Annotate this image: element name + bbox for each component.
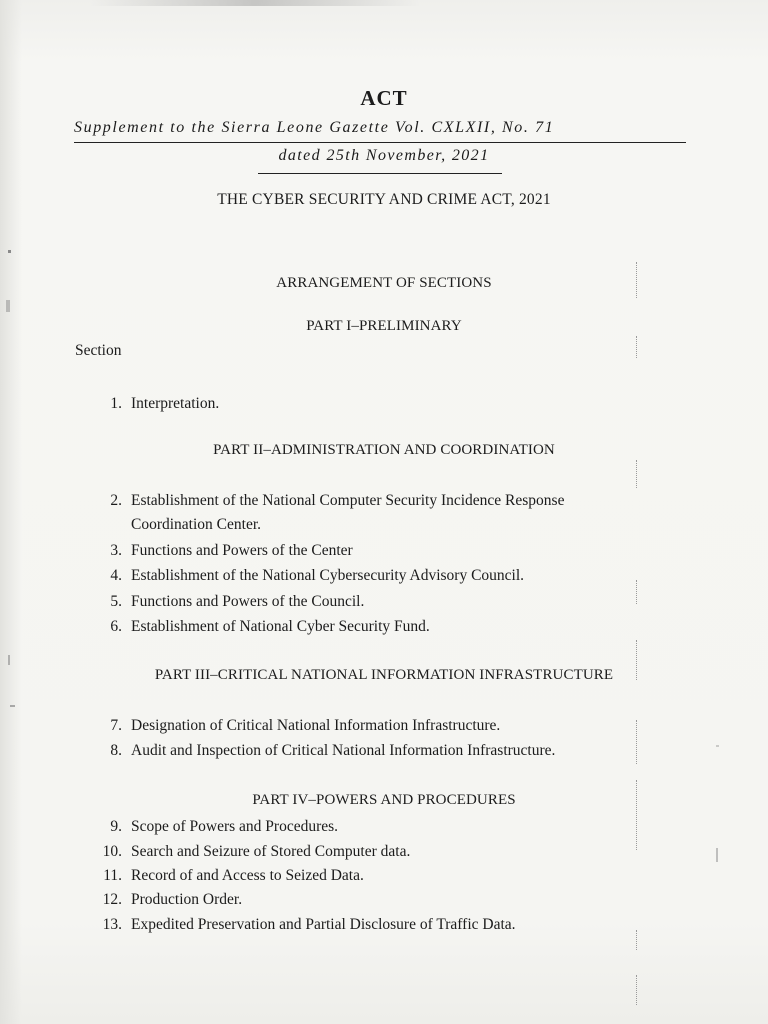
- section-title-continuation: Coordination Center.: [131, 516, 262, 533]
- section-title: Establishment of the National Cybersecurity Advisory Council.: [131, 567, 525, 584]
- part-heading: PART III–CRITICAL NATIONAL INFORMATION INFRASTRUCTURE: [154, 667, 614, 683]
- section-number: 5.: [110, 593, 122, 610]
- part-heading: PART IV–POWERS AND PROCEDURES: [252, 792, 516, 808]
- section-number: 13.: [102, 916, 122, 933]
- scan-smudge: [90, 0, 420, 6]
- section-number: 9.: [110, 818, 122, 835]
- section-title: Interpretation.: [131, 395, 220, 412]
- scan-speck: [8, 250, 11, 253]
- section-title: Establishment of the National Computer Security Incidence Response: [131, 492, 565, 509]
- section-title: Functions and Powers of the Council.: [131, 593, 365, 610]
- section-title: Search and Seizure of Stored Computer data.: [131, 843, 411, 860]
- section-number: 4.: [110, 567, 122, 584]
- scan-speck: [6, 300, 10, 312]
- scan-speck: [716, 745, 719, 747]
- section-title: Designation of Critical National Information Infrastructure.: [131, 717, 501, 734]
- section-number: 12.: [102, 891, 122, 908]
- section-number: 1.: [110, 395, 122, 412]
- header-rule: [74, 142, 686, 143]
- section-number: 11.: [103, 867, 122, 884]
- scan-artifact: [636, 780, 638, 850]
- section-number: 2.: [110, 492, 122, 509]
- section-number: 6.: [110, 618, 122, 635]
- scan-artifact: [636, 262, 638, 298]
- section-column-label: Section: [75, 342, 122, 359]
- section-number: 3.: [110, 542, 122, 559]
- scan-artifact: [636, 930, 638, 950]
- section-title: Production Order.: [131, 891, 243, 908]
- scan-artifact: [636, 720, 638, 764]
- scan-artifact: [636, 336, 638, 358]
- act-title: ACT: [360, 86, 408, 110]
- section-title: Record of and Access to Seized Data.: [131, 867, 364, 884]
- section-number: 8.: [110, 742, 122, 759]
- section-title: Scope of Powers and Procedures.: [131, 818, 339, 835]
- section-title: Functions and Powers of the Center: [131, 542, 353, 559]
- gazette-date: dated 25th November, 2021: [278, 147, 490, 164]
- act-name: THE CYBER SECURITY AND CRIME ACT, 2021: [217, 191, 551, 208]
- scan-artifact: [636, 975, 638, 1005]
- part-heading: PART I–PRELIMINARY: [306, 318, 462, 334]
- section-title: Audit and Inspection of Critical National Information Infrastructure.: [131, 742, 556, 759]
- scan-artifact: [636, 460, 638, 488]
- gazette-supplement-line: Supplement to the Sierra Leone Gazette Vol. CXLXII, No. 71: [74, 119, 555, 136]
- scan-artifact: [636, 580, 638, 604]
- section-number: 10.: [102, 843, 122, 860]
- scan-speck: [716, 848, 718, 862]
- scan-artifact: [636, 640, 638, 680]
- date-underline: [258, 173, 502, 174]
- section-title: Establishment of National Cyber Security Fund.: [131, 618, 430, 635]
- arrangement-heading: ARRANGEMENT OF SECTIONS: [276, 275, 492, 291]
- part-heading: PART II–ADMINISTRATION AND COORDINATION: [213, 442, 555, 458]
- scan-speck: [10, 705, 15, 707]
- scan-speck: [8, 655, 10, 665]
- section-title: Expedited Preservation and Partial Disclosure of Traffic Data.: [131, 916, 516, 933]
- section-number: 7.: [110, 717, 122, 734]
